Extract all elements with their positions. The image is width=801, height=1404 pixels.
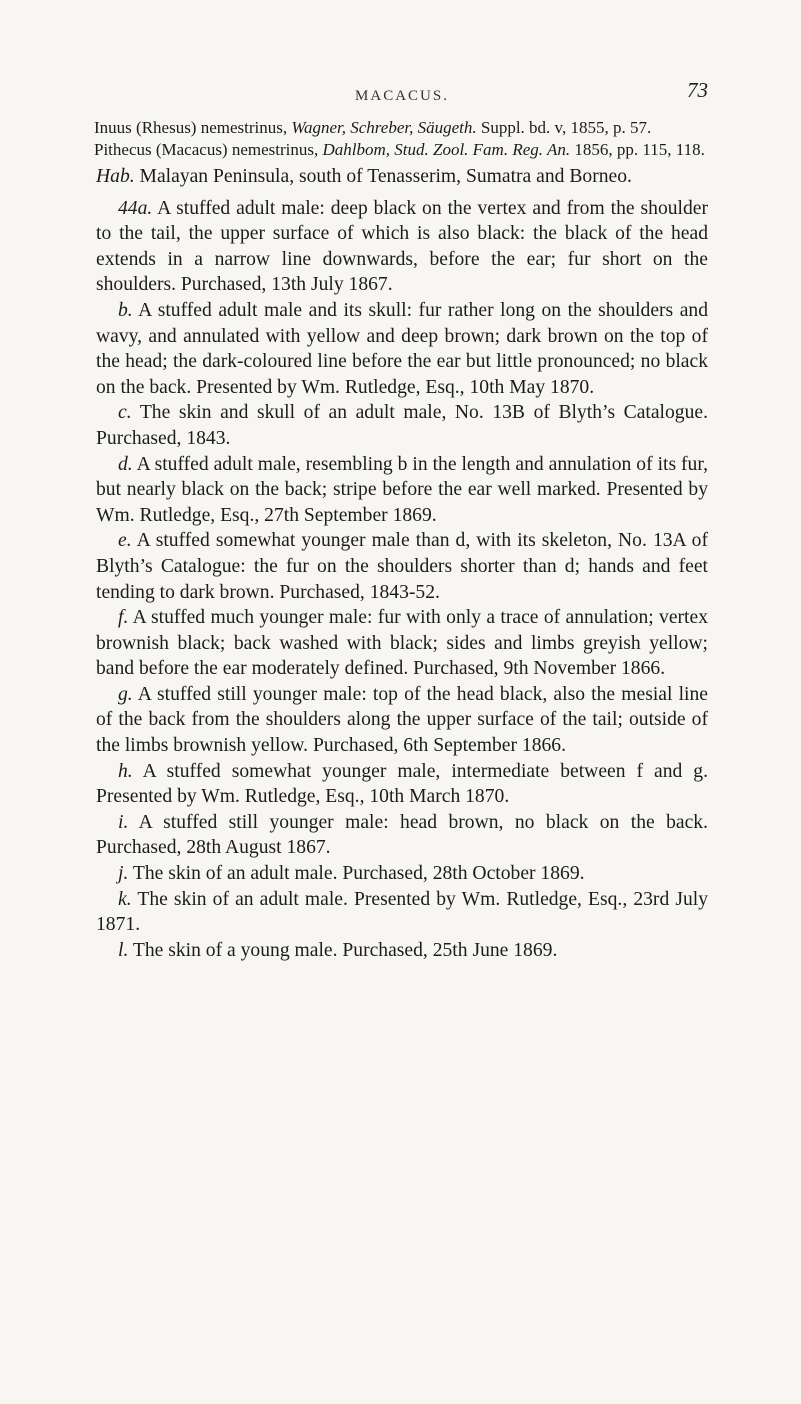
specimen-description: A stuffed much younger male: fur with only a trace of annulation; vertex brownish black; back washed with black; sides and limbs greyish yellow; band before the ear moderately defined. Purchased, 9th November 1866.	[96, 607, 708, 680]
synonym-name: Inuus (Rhesus) nemestrinus,	[94, 118, 292, 137]
specimen-entry	[96, 400, 708, 451]
specimen-label: g.	[118, 683, 133, 705]
synonym-authors: Wagner, Schreber, Säugeth.	[291, 118, 477, 137]
synonym-entry	[96, 118, 708, 138]
specimen-label: d.	[118, 453, 133, 475]
specimen-label: h.	[118, 760, 133, 782]
specimen-entry	[96, 938, 708, 964]
specimen-description: A stuffed somewhat younger male, intermediate between f and g. Presented by Wm. Rutledge, Esq., 10th March 1870.	[96, 760, 708, 808]
specimen-entry	[96, 682, 708, 759]
specimen-entry	[96, 861, 708, 887]
running-head: MACACUS.	[355, 88, 449, 104]
specimen-entry	[96, 196, 708, 298]
specimen-entry	[96, 528, 708, 605]
specimen-entry	[96, 298, 708, 400]
specimen-description: A stuffed adult male, resembling b in the length and annulation of its fur, but nearly black on the back; stripe before the ear well marked. Presented by Wm. Rutledge, Esq., 27th September 1869.	[96, 453, 708, 526]
specimen-label: i.	[118, 811, 129, 833]
document-page	[96, 78, 708, 963]
synonym-citation: Suppl. bd. v, 1855, p. 57.	[476, 118, 652, 137]
specimen-description: A stuffed still younger male: top of the head black, also the mesial line of the back from the shoulders along the upper surface of the tail; outside of the limbs brownish yellow. Purchased, 6th September 1866.	[96, 683, 708, 757]
page-number: 73	[687, 78, 708, 102]
specimen-entry	[96, 810, 708, 861]
synonym-entry	[96, 140, 708, 160]
specimen-label: b.	[118, 299, 133, 321]
specimen-label: c.	[118, 402, 132, 424]
specimen-label: e.	[118, 530, 132, 552]
specimen-label: 44a.	[118, 197, 153, 219]
specimen-description: The skin of an adult male. Purchased, 28th October 1869.	[128, 863, 585, 885]
habitat-text: Malayan Peninsula, south of Tenasserim, Sumatra and Borneo.	[134, 166, 632, 187]
specimen-label: j.	[118, 863, 129, 885]
habitat-label: Hab.	[96, 166, 135, 187]
specimen-text	[96, 164, 708, 963]
synonym-citation: 1856, pp. 115, 118.	[570, 140, 705, 159]
specimen-label: k.	[118, 888, 132, 910]
specimen-description: A stuffed adult male and its skull: fur rather long on the shoulders and wavy, and annulated with yellow and deep brown; dark brown on the top of the head; the dark-coloured line before the ear but little pronounced; no black on the back. Presented by Wm. Rutledge, Esq., 10th May 1870.	[96, 299, 708, 398]
specimen-label: f.	[118, 607, 129, 629]
specimen-description: A stuffed somewhat younger male than d, with its skeleton, No. 13A of Blyth’s Catalogue: the fur on the shoulders shorter than d; hands and feet tending to dark brown. Purchased, 1843-52.	[96, 530, 708, 603]
specimen-entry	[96, 452, 708, 529]
specimen-description: The skin of a young male. Purchased, 25th June 1869.	[128, 939, 558, 961]
synonym-authors: Dahlbom, Stud. Zool. Fam. Reg. An.	[322, 140, 571, 159]
specimen-description: A stuffed adult male: deep black on the vertex and from the shoulder to the tail, the upper surface of which is also black: the black of the head extends in a narrow line downwards, before the ear; fur short on the shoulders. Purchased, 13th July 1867.	[96, 197, 708, 296]
synonymy-list	[96, 118, 708, 160]
specimen-description: The skin of an adult male. Presented by Wm. Rutledge, Esq., 23rd July 1871.	[96, 888, 708, 936]
habitat-paragraph	[96, 164, 708, 190]
specimen-description: A stuffed still younger male: head brown, no black on the back. Purchased, 28th August 1867.	[96, 811, 708, 859]
specimen-description: The skin and skull of an adult male, No. 13B of Blyth’s Catalogue. Purchased, 1843.	[96, 402, 708, 449]
specimen-entry	[96, 759, 708, 810]
specimen-entry	[96, 605, 708, 682]
synonym-name: Pithecus (Macacus) nemestrinus,	[94, 140, 323, 159]
specimen-entry	[96, 887, 708, 938]
specimen-label: l.	[118, 939, 129, 961]
page-header	[96, 78, 708, 112]
